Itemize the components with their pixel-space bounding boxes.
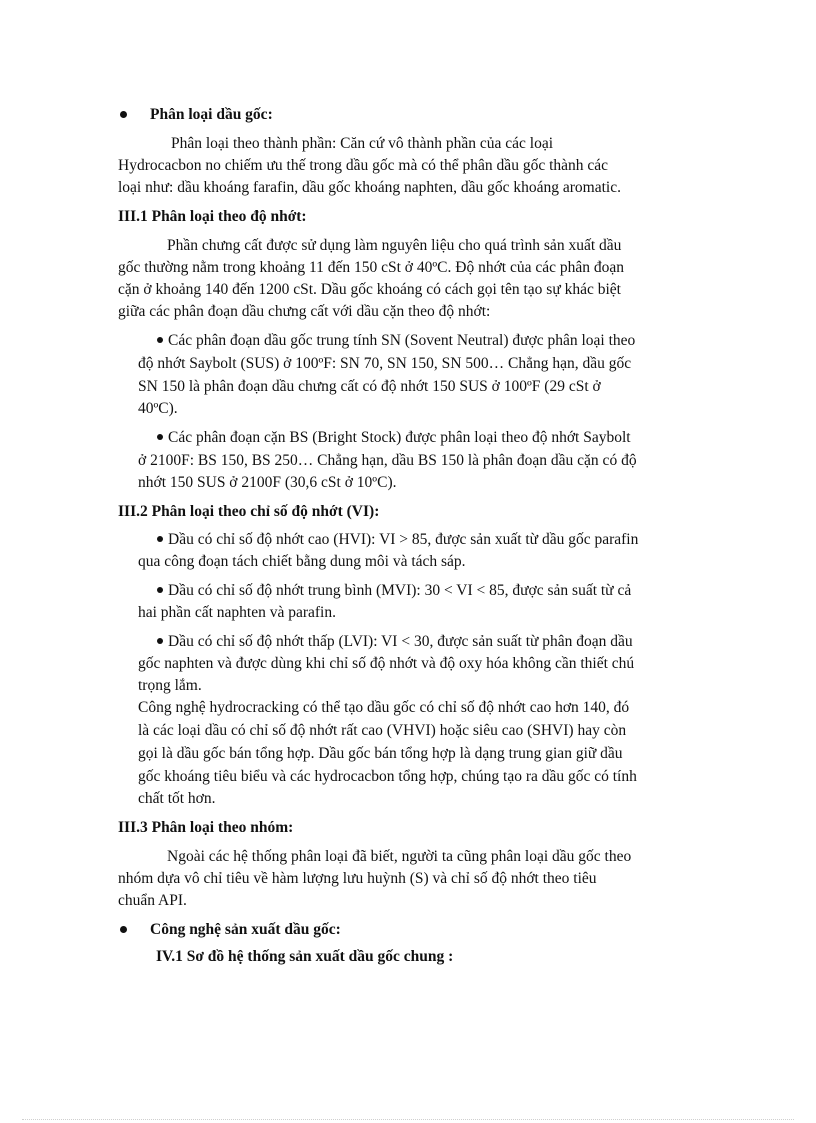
viscosity-intro-line-4: giữa các phân đoạn dầu chưng cất với dầu cặn theo độ nhớt: [118, 303, 491, 320]
lvi-item-line-3: trọng lắm. [138, 677, 202, 694]
classification-heading: Phân loại dầu gốc: [150, 106, 273, 123]
bs-item-line-1 [157, 427, 631, 449]
lvi-item-text-1: Dầu có chỉ số độ nhớt thấp (LVI): VI < 30, được sản suất từ phân đoạn dầu [168, 633, 633, 650]
mvi-item-text-1: Dầu có chỉ số độ nhớt trung bình (MVI): 30 < VI < 85, được sản suất từ cả [168, 582, 632, 599]
sn-item-line-2: độ nhớt Saybolt (SUS) ở 100ºF: SN 70, SN 150, SN 500… Chẳng hạn, dầu gốc [138, 355, 632, 372]
viscosity-intro-line-1: Phần chưng cất được sử dụng làm nguyên liệu cho quá trình sản xuất dầu [167, 237, 622, 254]
mvi-item-line-1 [157, 580, 631, 602]
group-text-line-3: chuẩn API. [118, 892, 187, 909]
bullet-icon [157, 587, 163, 593]
hydrocracking-line-3: gọi là dầu gốc bán tổng hợp. Dầu gốc bán tổng hợp là dạng trung gian giữ dầu [138, 745, 623, 762]
group-text-line-2: nhóm dựa vô chỉ tiêu về hàm lượng lưu huỳnh (S) và chỉ số độ nhớt theo tiêu [118, 870, 597, 887]
page-bottom-divider [22, 1119, 794, 1120]
hydrocracking-line-4: gốc khoáng tiêu biểu và các hydrocacbon tổng hợp, chúng tạo ra dầu gốc có tính [138, 768, 637, 785]
sn-item-text-1: Các phân đoạn dầu gốc trung tính SN (Sovent Neutral) được phân loại theo [168, 332, 636, 349]
hydrocracking-line-1: Công nghệ hydrocracking có thể tạo dầu gốc có chỉ số độ nhớt cao hơn 140, đó [138, 699, 630, 716]
bullet-icon [157, 536, 163, 542]
mvi-item-line-2: hai phần cất naphten và parafin. [138, 604, 336, 621]
viscosity-intro-line-2: gốc thường nằm trong khoảng 11 đến 150 cSt ở 40ºC. Độ nhớt của các phân đoạn [118, 259, 624, 276]
group-text-line-1: Ngoài các hệ thống phân loại đã biết, người ta cũng phân loại dầu gốc theo [167, 848, 632, 865]
viscosity-heading: III.1 Phân loại theo độ nhớt: [118, 208, 307, 225]
hydrocracking-line-2: là các loại dầu có chỉ số độ nhớt rất cao (VHVI) hoặc siêu cao (SHVI) hay còn [138, 722, 627, 739]
bs-item-line-3: nhớt 150 SUS ở 2100F (30,6 cSt ở 10ºC). [138, 474, 397, 491]
sn-item-line-1 [157, 330, 635, 352]
composition-line-1: Phân loại theo thành phần: Căn cứ vô thành phần của các loại [171, 135, 554, 152]
bullet-icon [157, 638, 163, 644]
bullet-icon [157, 434, 163, 440]
diagram-heading: IV.1 Sơ đồ hệ thống sản xuất dầu gốc chung : [156, 948, 454, 965]
group-heading: III.3 Phân loại theo nhóm: [118, 819, 294, 836]
bullet-icon [120, 926, 127, 933]
lvi-item-line-1 [157, 631, 633, 653]
sn-item-line-4: 40ºC). [138, 400, 178, 417]
viscosity-intro-line-3: cặn ở khoảng 140 đến 1200 cSt. Dầu gốc khoáng có cách gọi tên tạo sự khác biệt [118, 281, 621, 298]
vi-heading: III.2 Phân loại theo chỉ số độ nhớt (VI): [118, 503, 380, 520]
bs-item-line-2: ở 2100F: BS 150, BS 250… Chẳng hạn, dầu BS 150 là phân đoạn dầu cặn có độ [138, 452, 637, 469]
bullet-icon [120, 111, 127, 118]
bs-item-text-1: Các phân đoạn cặn BS (Bright Stock) được phân loại theo độ nhớt Saybolt [168, 429, 631, 446]
hvi-item-line-1 [157, 529, 638, 551]
sn-item-line-3: SN 150 là phân đoạn dầu chưng cất có độ nhớt 150 SUS ở 100ºF (29 cSt ở [138, 378, 601, 395]
production-heading: Công nghệ sản xuất dầu gốc: [150, 921, 341, 938]
hydrocracking-line-5: chất tốt hơn. [138, 790, 216, 807]
bullet-icon [157, 337, 163, 343]
hvi-item-line-2: qua công đoạn tách chiết bằng dung môi và tách sáp. [138, 553, 466, 570]
composition-line-3: loại như: dầu khoáng farafin, dầu gốc khoáng naphten, dầu gốc khoáng aromatic. [118, 179, 621, 196]
composition-line-2: Hydrocacbon no chiếm ưu thế trong dầu gốc mà có thể phân dầu gốc thành các [118, 157, 609, 174]
hvi-item-text-1: Dầu có chỉ số độ nhớt cao (HVI): VI > 85, được sản xuất từ dầu gốc parafin [168, 531, 639, 548]
lvi-item-line-2: gốc naphten và được dùng khi chỉ số độ nhớt và độ oxy hóa không cần thiết chú [138, 655, 635, 672]
